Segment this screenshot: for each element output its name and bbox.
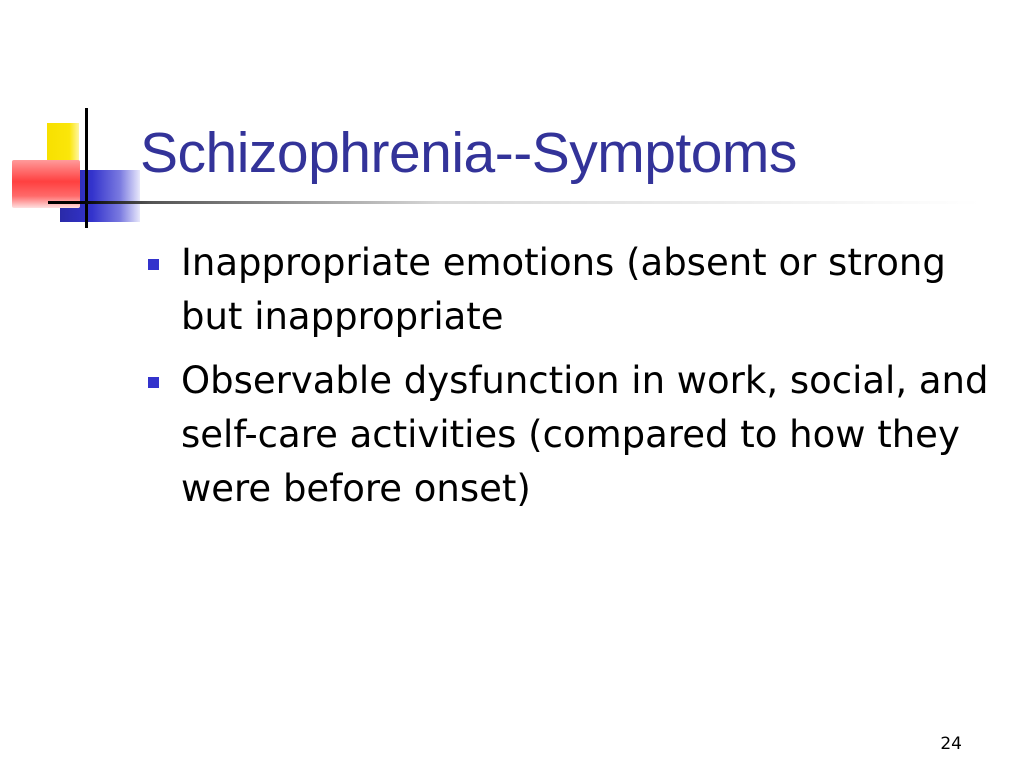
logo-vertical-line — [85, 108, 88, 228]
bullet-item — [145, 354, 995, 516]
page-number: 24 — [940, 734, 962, 754]
bullet-text: Inappropriate emotions (absent or strong but inappropriate — [181, 241, 946, 338]
slide-title: Schizophrenia--Symptoms — [140, 121, 797, 185]
decorative-logo — [0, 0, 150, 240]
bullet-text: Observable dysfunction in work, social, and self-care activities (compared to how they were before onset) — [181, 359, 989, 510]
square-bullet-icon — [148, 259, 159, 270]
bullet-list — [145, 236, 995, 526]
title-underline — [80, 201, 980, 204]
bullet-item — [145, 236, 995, 344]
logo-yellow-square — [47, 123, 79, 165]
square-bullet-icon — [148, 377, 159, 388]
